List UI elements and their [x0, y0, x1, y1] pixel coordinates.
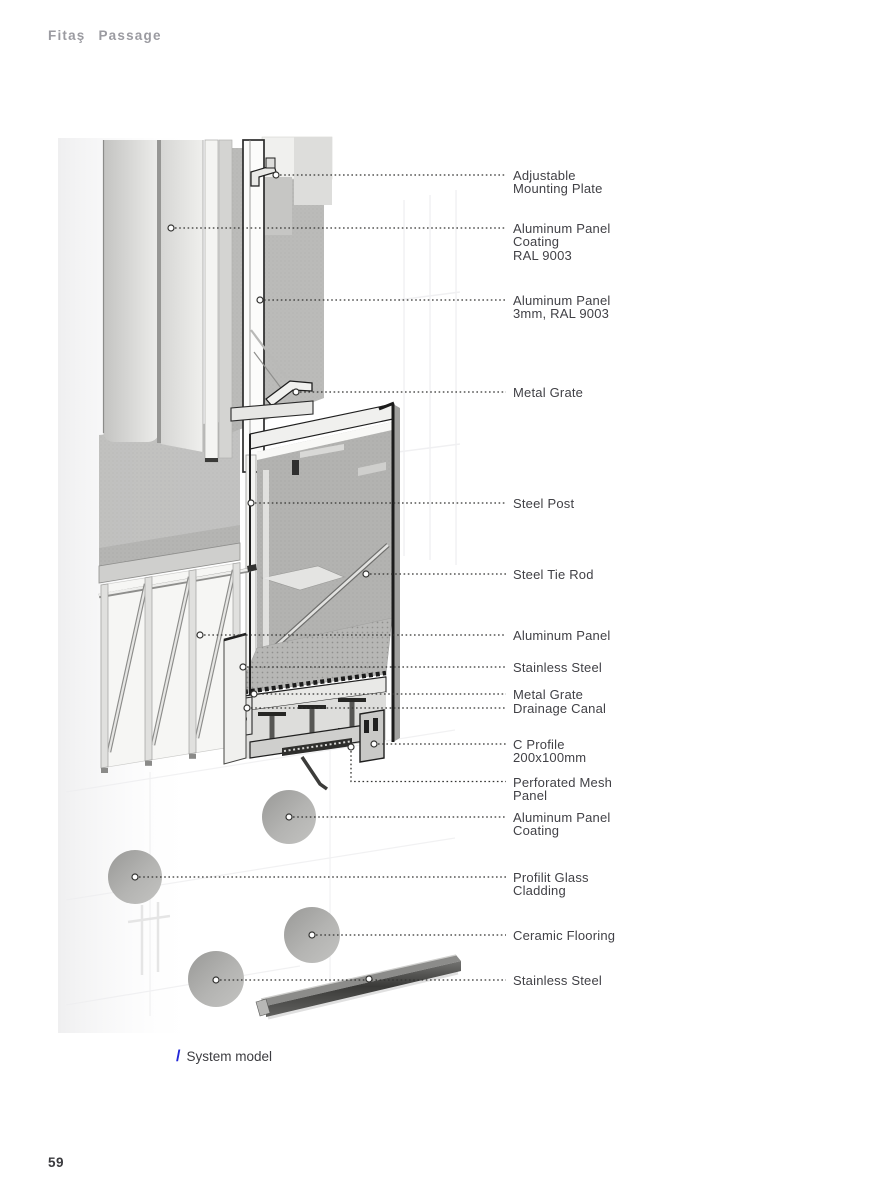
- callout-stainless-steel: Stainless Steel: [513, 659, 602, 675]
- profilit-glass-wall: [99, 525, 257, 773]
- callout-stainless-steel-2: Stainless Steel: [513, 972, 602, 988]
- callout-perforated-mesh-panel: Perforated Mesh Panel: [513, 774, 613, 804]
- callout-aluminum-panel-3mm: Aluminum Panel 3mm, RAL 9003: [513, 292, 611, 322]
- callout-steel-tie-rod: Steel Tie Rod: [513, 566, 594, 582]
- callout-aluminum-panel-coating: Aluminum Panel Coating: [513, 809, 611, 839]
- callout-metal-grate-2: Metal Grate: [513, 686, 584, 702]
- callout-aluminum-panel-coating-ral9003: Aluminum Panel Coating RAL 9003: [513, 220, 611, 263]
- callout-c-profile: C Profile 200x100mm: [513, 736, 587, 766]
- stainless-steel-bar: [256, 955, 461, 1018]
- callout-profilit-glass-cladding: Profilit Glass Cladding: [513, 869, 589, 899]
- callout-steel-post: Steel Post: [513, 495, 575, 511]
- callout-drainage-canal: Drainage Canal: [513, 700, 607, 716]
- canopy-box: [233, 403, 400, 789]
- page-number: 59: [48, 1155, 65, 1170]
- callout-adjustable-mounting-plate: Adjustable Mounting Plate: [513, 167, 603, 197]
- figure-caption: [176, 1048, 272, 1066]
- caption-text: System model: [186, 1049, 272, 1064]
- callout-aluminum-panel: Aluminum Panel: [513, 627, 611, 643]
- page-header-title: Fitaş Passage: [48, 28, 162, 43]
- callout-metal-grate: Metal Grate: [513, 384, 584, 400]
- caption-slash-icon: /: [176, 1048, 181, 1065]
- callout-ceramic-flooring: Ceramic Flooring: [513, 927, 616, 943]
